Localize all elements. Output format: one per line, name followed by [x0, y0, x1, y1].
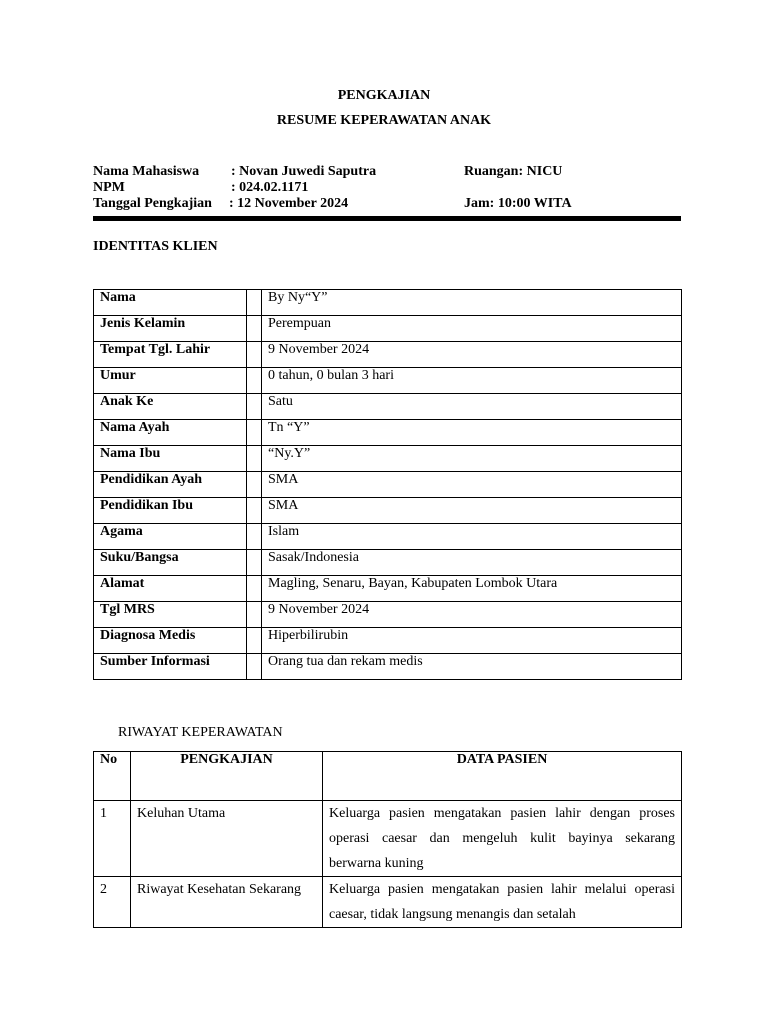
identity-separator-cell: [247, 654, 262, 680]
identity-value: Hiperbilirubin: [262, 628, 682, 654]
identity-label: Suku/Bangsa: [94, 550, 247, 576]
identity-row: [94, 394, 682, 420]
identity-label: Nama Ibu: [94, 446, 247, 472]
identity-label: Tgl MRS: [94, 602, 247, 628]
identity-value: Islam: [262, 524, 682, 550]
column-header-data-pasien: DATA PASIEN: [323, 752, 682, 801]
identity-value: 9 November 2024: [262, 342, 682, 368]
student-name-label: Nama Mahasiswa: [93, 164, 200, 179]
identity-row: [94, 628, 682, 654]
history-row-item: Riwayat Kesehatan Sekarang: [131, 877, 323, 928]
identity-label: Umur: [94, 368, 247, 394]
identity-separator-cell: [247, 342, 262, 368]
student-name-value: : Novan Juwedi Saputra: [231, 164, 377, 179]
time-field: Jam: 10:00 WITA: [464, 196, 572, 211]
identity-separator-cell: [247, 290, 262, 316]
identity-separator-cell: [247, 498, 262, 524]
identity-row: [94, 602, 682, 628]
document-subtitle: RESUME KEPERAWATAN ANAK: [276, 113, 492, 128]
identity-table: [93, 289, 682, 680]
identity-label: Pendidikan Ibu: [94, 498, 247, 524]
identity-separator-cell: [247, 394, 262, 420]
column-header-no: No: [94, 752, 131, 801]
identity-row: [94, 576, 682, 602]
identity-value: 9 November 2024: [262, 602, 682, 628]
identity-value: 0 tahun, 0 bulan 3 hari: [262, 368, 682, 394]
identity-label: Nama Ayah: [94, 420, 247, 446]
column-header-pengkajian: PENGKAJIAN: [131, 752, 323, 801]
history-row: [94, 801, 682, 877]
identity-value: “Ny.Y”: [262, 446, 682, 472]
identity-row: [94, 472, 682, 498]
history-row-number: 1: [94, 801, 131, 877]
history-table: [93, 751, 682, 928]
history-row: [94, 877, 682, 928]
npm-label: NPM: [93, 180, 125, 195]
identity-separator-cell: [247, 472, 262, 498]
identity-separator-cell: [247, 602, 262, 628]
identity-row: [94, 420, 682, 446]
identity-label: Anak Ke: [94, 394, 247, 420]
identity-label: Nama: [94, 290, 247, 316]
identity-separator-cell: [247, 524, 262, 550]
identity-separator-cell: [247, 420, 262, 446]
identity-value: Perempuan: [262, 316, 682, 342]
identity-label: Alamat: [94, 576, 247, 602]
identity-row: [94, 498, 682, 524]
identity-row: [94, 342, 682, 368]
identity-value: Magling, Senaru, Bayan, Kabupaten Lombok Utara: [262, 576, 682, 602]
identity-value: Sasak/Indonesia: [262, 550, 682, 576]
identity-row: [94, 550, 682, 576]
history-header-row: [94, 752, 682, 801]
identity-label: Sumber Informasi: [94, 654, 247, 680]
identity-row: [94, 446, 682, 472]
assessment-date-label: Tanggal Pengkajian: [93, 196, 212, 211]
history-row-data: Keluarga pasien mengatakan pasien lahir dengan proses operasi caesar dan mengeluh kulit bayinya sekarang berwarna kuning: [323, 801, 682, 877]
identity-row: [94, 368, 682, 394]
identity-value: Orang tua dan rekam medis: [262, 654, 682, 680]
identity-heading: IDENTITAS KLIEN: [93, 239, 218, 254]
room-field: Ruangan: NICU: [464, 164, 563, 179]
history-row-item: Keluhan Utama: [131, 801, 323, 877]
identity-separator-cell: [247, 368, 262, 394]
identity-separator-cell: [247, 550, 262, 576]
identity-row: [94, 524, 682, 550]
identity-separator-cell: [247, 576, 262, 602]
identity-label: Diagnosa Medis: [94, 628, 247, 654]
identity-separator-cell: [247, 628, 262, 654]
identity-label: Jenis Kelamin: [94, 316, 247, 342]
npm-value: : 024.02.1171: [231, 180, 309, 195]
identity-value: SMA: [262, 498, 682, 524]
identity-value: By Ny“Y”: [262, 290, 682, 316]
header-divider: [93, 216, 681, 221]
identity-label: Agama: [94, 524, 247, 550]
history-row-number: 2: [94, 877, 131, 928]
history-heading: RIWAYAT KEPERAWATAN: [118, 725, 283, 740]
identity-row: [94, 290, 682, 316]
identity-separator-cell: [247, 316, 262, 342]
identity-label: Pendidikan Ayah: [94, 472, 247, 498]
document-title: PENGKAJIAN: [337, 88, 431, 103]
identity-value: Tn “Y”: [262, 420, 682, 446]
identity-label: Tempat Tgl. Lahir: [94, 342, 247, 368]
identity-value: SMA: [262, 472, 682, 498]
identity-separator-cell: [247, 446, 262, 472]
assessment-date-value: : 12 November 2024: [229, 196, 349, 211]
identity-row: [94, 654, 682, 680]
history-row-data: Keluarga pasien mengatakan pasien lahir melalui operasi caesar, tidak langsung menangis dan setalah: [323, 877, 682, 928]
identity-value: Satu: [262, 394, 682, 420]
identity-row: [94, 316, 682, 342]
